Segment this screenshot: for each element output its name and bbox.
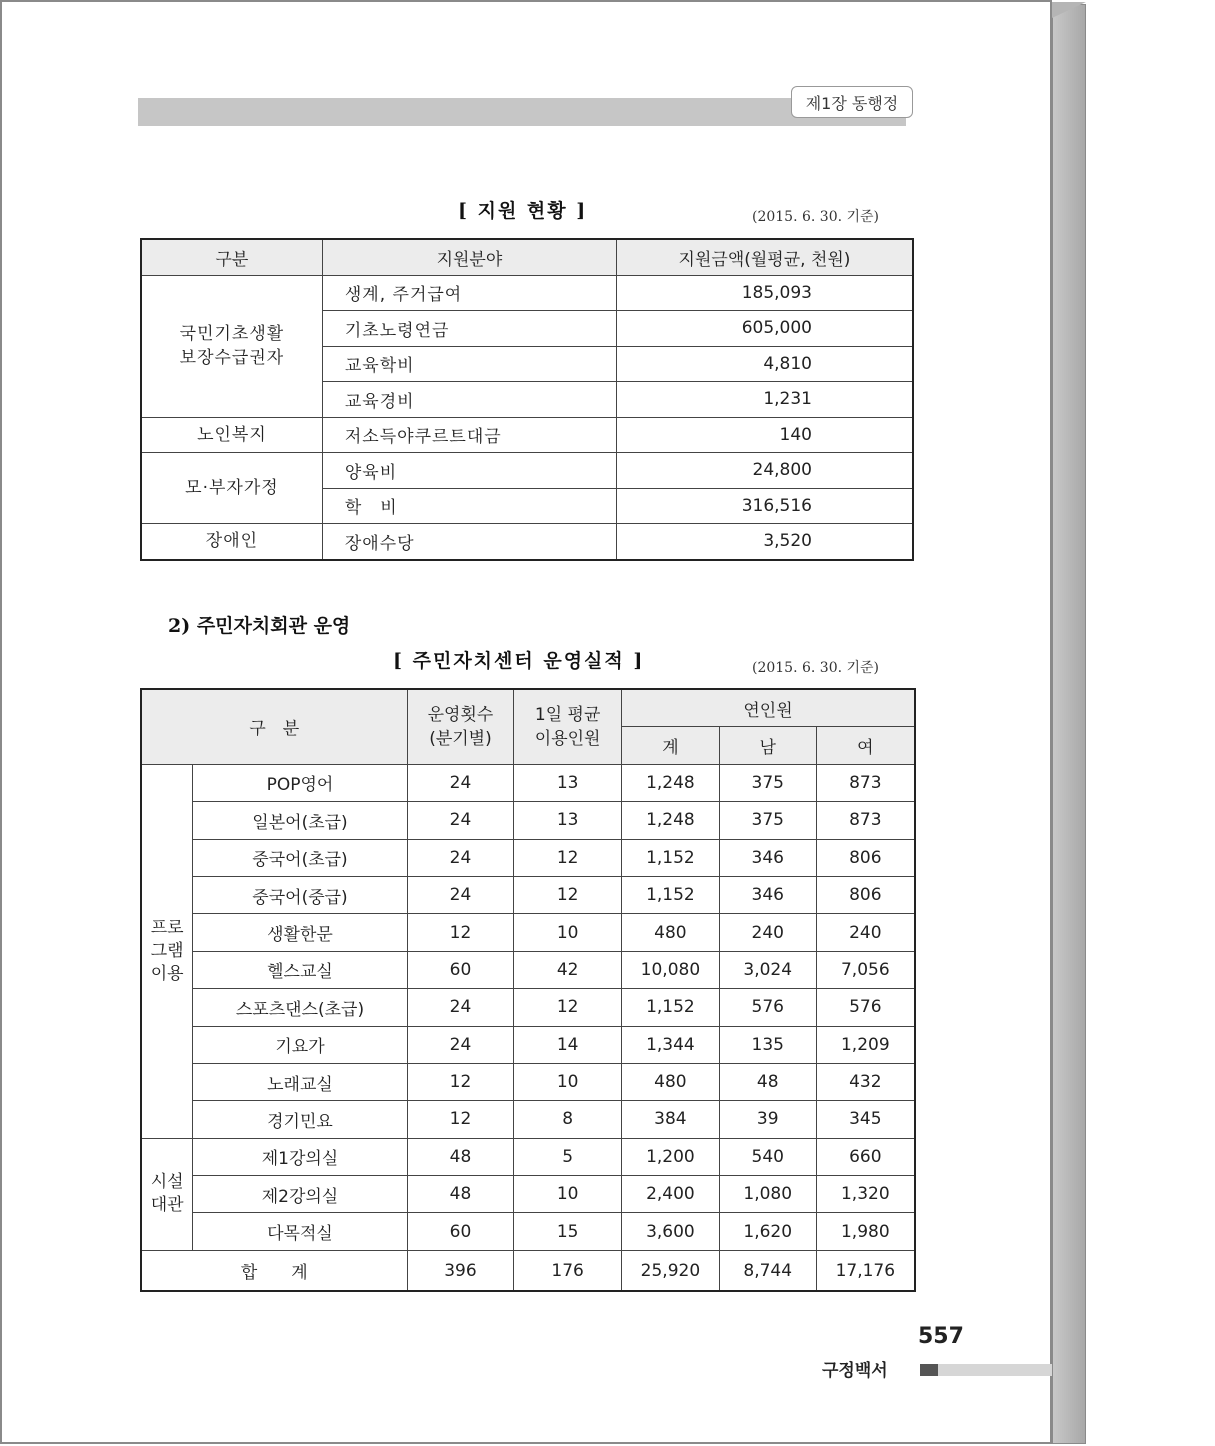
program-name-cell: 스포츠댄스(초급) xyxy=(193,989,407,1026)
female-cell: 345 xyxy=(816,1101,915,1138)
footer-book-title: 구정백서 xyxy=(822,1361,888,1381)
amount-cell: 605,000 xyxy=(616,311,913,347)
amount-cell: 316,516 xyxy=(616,488,913,524)
daily-cell: 13 xyxy=(514,802,622,839)
daily-cell: 10 xyxy=(514,1176,622,1213)
table-header-row xyxy=(141,239,913,275)
male-cell: 375 xyxy=(719,764,816,801)
male-cell: 135 xyxy=(719,1026,816,1063)
female-cell: 660 xyxy=(816,1138,915,1175)
female-cell: 873 xyxy=(816,764,915,801)
center-table xyxy=(140,688,916,1292)
field-cell: 생계, 주거급여 xyxy=(322,275,616,311)
sessions-cell: 60 xyxy=(407,1213,514,1250)
total-cell: 1,344 xyxy=(621,1026,719,1063)
table-row xyxy=(141,951,915,988)
program-name-cell: 제1강의실 xyxy=(193,1138,407,1175)
chapter-tab: 제1장 동행정 xyxy=(791,86,913,118)
header-cell-division: 구 분 xyxy=(141,689,407,764)
header-cell-daily: 1일 평균 이용인원 xyxy=(514,689,622,764)
daily-cell: 8 xyxy=(514,1101,622,1138)
sessions-cell: 24 xyxy=(407,839,514,876)
amount-cell: 185,093 xyxy=(616,275,913,311)
book-spine xyxy=(1052,4,1086,1444)
table-row xyxy=(141,839,915,876)
field-cell: 교육경비 xyxy=(322,382,616,418)
table-row xyxy=(141,802,915,839)
program-name-cell: 중국어(중급) xyxy=(193,876,407,913)
female-cell: 806 xyxy=(816,876,915,913)
sessions-cell: 24 xyxy=(407,876,514,913)
amount-cell: 24,800 xyxy=(616,453,913,489)
total-daily-cell: 176 xyxy=(514,1250,622,1291)
center-table-date: (2015. 6. 30. 기준) xyxy=(752,660,880,676)
program-name-cell: 일본어(초급) xyxy=(193,802,407,839)
daily-cell: 12 xyxy=(514,989,622,1026)
category-cell: 장애인 xyxy=(141,524,322,560)
sessions-cell: 48 xyxy=(407,1176,514,1213)
category-cell: 프로 그램 이용 xyxy=(141,764,193,1138)
total-cell: 1,248 xyxy=(621,802,719,839)
footer-bar xyxy=(920,1364,1052,1376)
table-row xyxy=(141,524,913,560)
total-cell: 1,248 xyxy=(621,764,719,801)
support-table-title: [ 지원 현황 ] xyxy=(458,200,588,222)
total-total-cell: 25,920 xyxy=(621,1250,719,1291)
table-row xyxy=(141,1026,915,1063)
female-cell: 1,320 xyxy=(816,1176,915,1213)
daily-cell: 12 xyxy=(514,839,622,876)
daily-cell: 15 xyxy=(514,1213,622,1250)
daily-cell: 14 xyxy=(514,1026,622,1063)
support-table xyxy=(140,238,914,561)
total-cell: 1,152 xyxy=(621,839,719,876)
table-row xyxy=(141,1101,915,1138)
male-cell: 375 xyxy=(719,802,816,839)
program-name-cell: 노래교실 xyxy=(193,1063,407,1100)
daily-cell: 5 xyxy=(514,1138,622,1175)
sessions-cell: 12 xyxy=(407,914,514,951)
category-cell: 모·부자가정 xyxy=(141,453,322,524)
male-cell: 3,024 xyxy=(719,951,816,988)
male-cell: 1,620 xyxy=(719,1213,816,1250)
daily-cell: 12 xyxy=(514,876,622,913)
table-row xyxy=(141,764,915,801)
sessions-cell: 24 xyxy=(407,989,514,1026)
table-row xyxy=(141,1213,915,1250)
sessions-cell: 60 xyxy=(407,951,514,988)
total-cell: 1,152 xyxy=(621,989,719,1026)
male-cell: 346 xyxy=(719,839,816,876)
male-cell: 48 xyxy=(719,1063,816,1100)
program-name-cell: 헬스교실 xyxy=(193,951,407,988)
table-row xyxy=(141,989,915,1026)
female-cell: 873 xyxy=(816,802,915,839)
total-cell: 3,600 xyxy=(621,1213,719,1250)
totals-label-cell: 합 계 xyxy=(141,1250,407,1291)
sessions-cell: 24 xyxy=(407,802,514,839)
total-cell: 2,400 xyxy=(621,1176,719,1213)
header-cell-female: 여 xyxy=(816,727,915,764)
total-cell: 480 xyxy=(621,1063,719,1100)
totals-row xyxy=(141,1250,915,1291)
male-cell: 576 xyxy=(719,989,816,1026)
amount-cell: 4,810 xyxy=(616,346,913,382)
table-row xyxy=(141,876,915,913)
section-title: 2) 주민자치회관 운영 xyxy=(168,615,351,637)
program-name-cell: 기요가 xyxy=(193,1026,407,1063)
program-name-cell: 제2강의실 xyxy=(193,1176,407,1213)
header-cell: 지원금액(월평균, 천원) xyxy=(616,239,913,275)
table-row xyxy=(141,1063,915,1100)
field-cell: 기초노령연금 xyxy=(322,311,616,347)
table-row xyxy=(141,914,915,951)
table-row xyxy=(141,275,913,311)
daily-cell: 10 xyxy=(514,1063,622,1100)
program-name-cell: POP영어 xyxy=(193,764,407,801)
amount-cell: 1,231 xyxy=(616,382,913,418)
table-row xyxy=(141,453,913,489)
male-cell: 240 xyxy=(719,914,816,951)
field-cell: 저소득야쿠르트대금 xyxy=(322,417,616,453)
total-cell: 384 xyxy=(621,1101,719,1138)
female-cell: 7,056 xyxy=(816,951,915,988)
field-cell: 학 비 xyxy=(322,488,616,524)
male-cell: 39 xyxy=(719,1101,816,1138)
field-cell: 교육학비 xyxy=(322,346,616,382)
total-cell: 1,200 xyxy=(621,1138,719,1175)
sessions-cell: 48 xyxy=(407,1138,514,1175)
support-table-date: (2015. 6. 30. 기준) xyxy=(752,209,880,225)
sessions-cell: 24 xyxy=(407,764,514,801)
male-cell: 346 xyxy=(719,876,816,913)
female-cell: 806 xyxy=(816,839,915,876)
table-row xyxy=(141,1176,915,1213)
total-cell: 480 xyxy=(621,914,719,951)
amount-cell: 140 xyxy=(616,417,913,453)
book-spine-corner xyxy=(1052,2,1086,18)
daily-cell: 42 xyxy=(514,951,622,988)
category-cell: 시설 대관 xyxy=(141,1138,193,1250)
center-table-title: [ 주민자치센터 운영실적 ] xyxy=(393,650,645,672)
program-name-cell: 중국어(초급) xyxy=(193,839,407,876)
program-name-cell: 생활한문 xyxy=(193,914,407,951)
field-cell: 양육비 xyxy=(322,453,616,489)
header-cell: 구분 xyxy=(141,239,322,275)
program-name-cell: 경기민요 xyxy=(193,1101,407,1138)
total-sessions-cell: 396 xyxy=(407,1250,514,1291)
table-row xyxy=(141,1138,915,1175)
total-cell: 10,080 xyxy=(621,951,719,988)
sessions-cell: 12 xyxy=(407,1063,514,1100)
category-cell: 국민기초생활 보장수급권자 xyxy=(141,275,322,417)
female-cell: 432 xyxy=(816,1063,915,1100)
header-cell-male: 남 xyxy=(719,727,816,764)
total-female-cell: 17,176 xyxy=(816,1250,915,1291)
table-header-row xyxy=(141,689,915,727)
sessions-cell: 24 xyxy=(407,1026,514,1063)
male-cell: 540 xyxy=(719,1138,816,1175)
daily-cell: 10 xyxy=(514,914,622,951)
total-cell: 1,152 xyxy=(621,876,719,913)
header-cell: 지원분야 xyxy=(322,239,616,275)
page-number: 557 xyxy=(918,1324,964,1349)
daily-cell: 13 xyxy=(514,764,622,801)
program-name-cell: 다목적실 xyxy=(193,1213,407,1250)
header-cell-sum: 계 xyxy=(621,727,719,764)
field-cell: 장애수당 xyxy=(322,524,616,560)
male-cell: 1,080 xyxy=(719,1176,816,1213)
header-cell-sessions: 운영횟수 (분기별) xyxy=(407,689,514,764)
total-male-cell: 8,744 xyxy=(719,1250,816,1291)
female-cell: 1,980 xyxy=(816,1213,915,1250)
female-cell: 240 xyxy=(816,914,915,951)
female-cell: 1,209 xyxy=(816,1026,915,1063)
category-cell: 노인복지 xyxy=(141,417,322,453)
amount-cell: 3,520 xyxy=(616,524,913,560)
header-cell-total-people: 연인원 xyxy=(621,689,915,727)
female-cell: 576 xyxy=(816,989,915,1026)
sessions-cell: 12 xyxy=(407,1101,514,1138)
table-row xyxy=(141,417,913,453)
